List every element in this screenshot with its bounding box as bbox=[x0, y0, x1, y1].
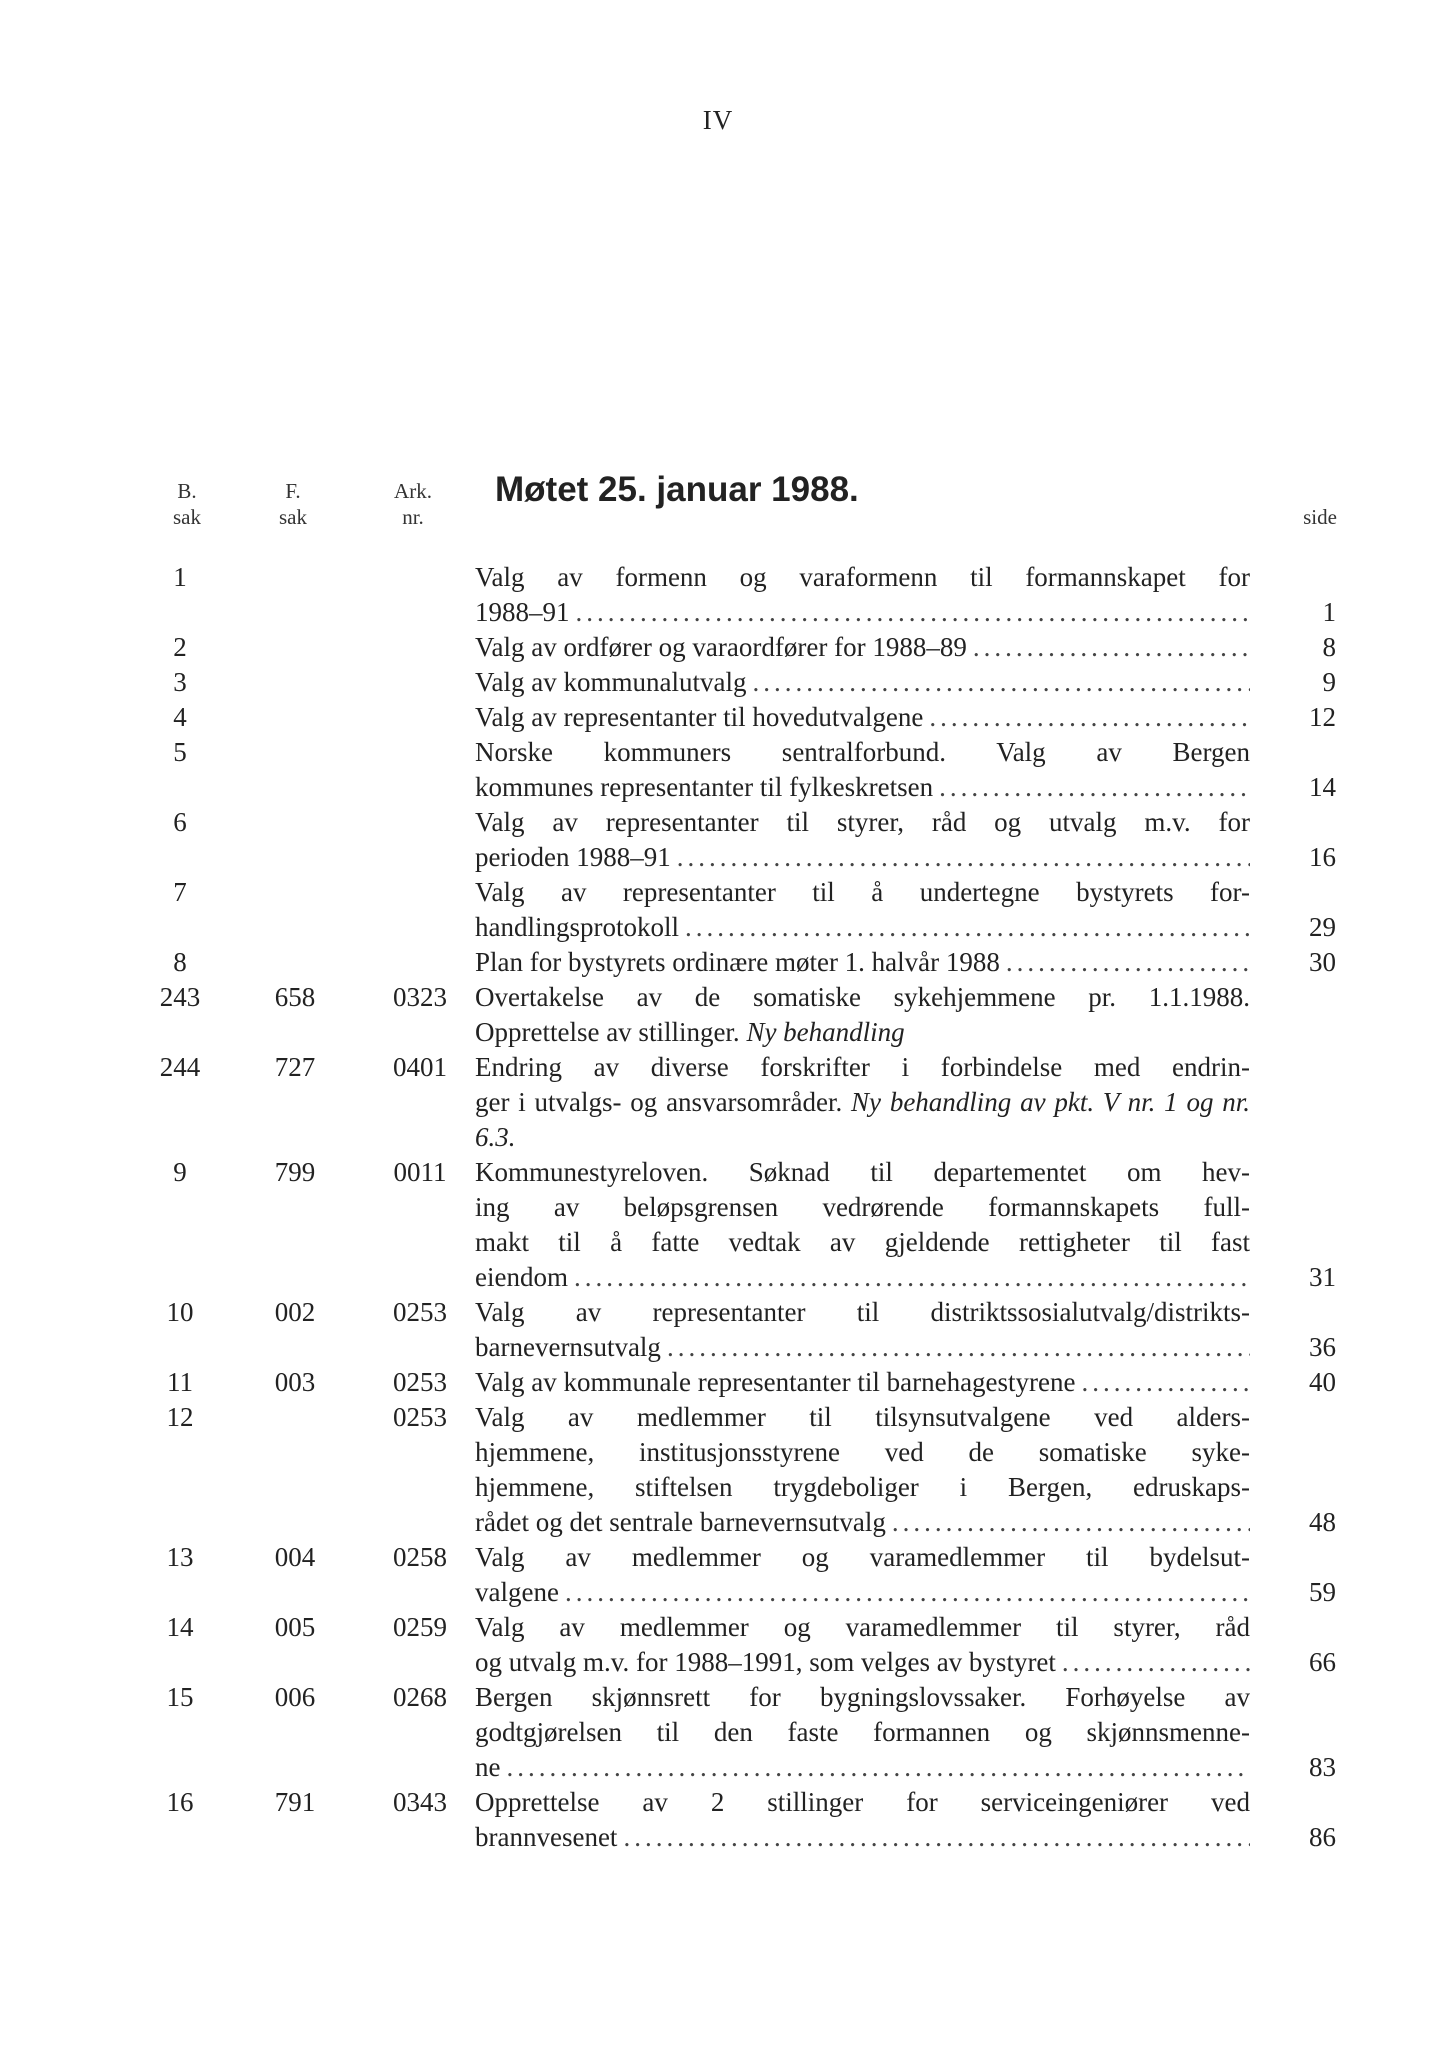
entry-last-line: 1988–91 ..... bbox=[475, 595, 1250, 630]
page-reference: 36 bbox=[1309, 1332, 1336, 1362]
agenda-entry bbox=[0, 560, 1436, 630]
leader-dots bbox=[667, 1330, 1250, 1365]
ark-number: 0253 bbox=[393, 1402, 447, 1432]
entry-last-line: Valg av kommunale representanter til barnehagestyrene ..... bbox=[475, 1365, 1250, 1400]
agenda-entry bbox=[0, 1400, 1436, 1540]
column-header-f-sak: F. sak bbox=[279, 479, 307, 529]
b-sak-number: 12 bbox=[166, 1402, 194, 1432]
agenda-entry bbox=[0, 1785, 1436, 1855]
entry-text bbox=[475, 1050, 1250, 1155]
agenda-entry bbox=[0, 980, 1436, 1050]
page-reference: 29 bbox=[1309, 912, 1336, 942]
agenda-entry bbox=[0, 1610, 1436, 1680]
entry-last-line: Valg av kommunalutvalg ..... bbox=[475, 665, 1250, 700]
agenda-entry bbox=[0, 1365, 1436, 1400]
page-reference: 66 bbox=[1309, 1647, 1336, 1677]
f-sak-number: 791 bbox=[274, 1787, 316, 1817]
ark-number: 0268 bbox=[393, 1682, 447, 1712]
entry-line: makt til å fatte vedtak av gjeldende rettigheter til fast bbox=[475, 1227, 1250, 1257]
entry-text bbox=[475, 630, 1250, 665]
entry-line: Valg av medlemmer og varamedlemmer til styrer, råd bbox=[475, 1612, 1250, 1642]
page-reference: 40 bbox=[1309, 1367, 1336, 1397]
page-reference: 59 bbox=[1309, 1577, 1336, 1607]
column-header-b-sak: B. sak bbox=[173, 479, 201, 529]
entry-last-line: brannvesenet ..... bbox=[475, 1820, 1250, 1855]
entry-line: hjemmene, institusjonsstyrene ved de somatiske syke- bbox=[475, 1437, 1250, 1467]
entry-last-line: handlingsprotokoll ..... bbox=[475, 910, 1250, 945]
entry-line: Opprettelse av 2 stillinger for serviceingeniører ved bbox=[475, 1787, 1250, 1817]
b-sak-number: 7 bbox=[173, 877, 187, 907]
b-sak-number: 3 bbox=[173, 667, 187, 697]
agenda-entry bbox=[0, 665, 1436, 700]
b-sak-number: 244 bbox=[159, 1052, 201, 1082]
leader-dots bbox=[623, 1820, 1250, 1855]
page-reference: 14 bbox=[1309, 772, 1336, 802]
entry-text bbox=[475, 1540, 1250, 1610]
leader-dots bbox=[574, 1260, 1250, 1295]
entry-line: Norske kommuners sentralforbund. Valg av Bergen bbox=[475, 737, 1250, 767]
entry-last-line: Opprettelse av stillinger. Ny behandling bbox=[475, 1017, 905, 1047]
agenda-entry bbox=[0, 1540, 1436, 1610]
agenda-entry bbox=[0, 805, 1436, 875]
entry-note: Ny behandling bbox=[746, 1017, 905, 1047]
ark-number: 0401 bbox=[393, 1052, 447, 1082]
entry-last-line: Valg av ordfører og varaordfører for 1988–89 ..... bbox=[475, 630, 1250, 665]
entry-last-line: ger i utvalgs- og ansvarsområder. Ny behandling av pkt. V nr. 1 og nr. 6.3. bbox=[475, 1087, 1251, 1152]
entry-last-line: valgene ..... bbox=[475, 1575, 1250, 1610]
agenda-entry bbox=[0, 945, 1436, 980]
f-sak-number: 005 bbox=[274, 1612, 316, 1642]
leader-dots bbox=[1006, 945, 1250, 980]
column-header-side: side bbox=[1303, 505, 1337, 529]
entry-line: hjemmene, stiftelsen trygdeboliger i Bergen, edruskaps- bbox=[475, 1472, 1250, 1502]
page-reference: 83 bbox=[1309, 1752, 1336, 1782]
leader-dots bbox=[752, 665, 1250, 700]
column-header-ark-nr: Ark. nr. bbox=[394, 479, 432, 529]
f-sak-number: 002 bbox=[274, 1297, 316, 1327]
leader-dots bbox=[677, 840, 1250, 875]
b-sak-number: 13 bbox=[166, 1542, 194, 1572]
page-reference: 48 bbox=[1309, 1507, 1336, 1537]
leader-dots bbox=[892, 1505, 1250, 1540]
leader-dots bbox=[1082, 1365, 1251, 1400]
f-sak-number: 004 bbox=[274, 1542, 316, 1572]
b-sak-number: 4 bbox=[173, 702, 187, 732]
ark-number: 0343 bbox=[393, 1787, 447, 1817]
page-reference: 86 bbox=[1309, 1822, 1336, 1852]
entry-line: Valg av medlemmer til tilsynsutvalgene ved alders- bbox=[475, 1402, 1250, 1432]
entry-text bbox=[475, 945, 1250, 980]
entry-text bbox=[475, 735, 1250, 805]
entry-text bbox=[475, 1610, 1250, 1680]
entry-text bbox=[475, 1295, 1250, 1365]
b-sak-number: 6 bbox=[173, 807, 187, 837]
f-sak-number: 003 bbox=[274, 1367, 316, 1397]
b-sak-number: 9 bbox=[173, 1157, 187, 1187]
agenda-list bbox=[0, 560, 1436, 1855]
page-reference: 1 bbox=[1322, 597, 1336, 627]
leader-dots bbox=[929, 700, 1250, 735]
entry-line: Valg av medlemmer og varamedlemmer til bydelsut- bbox=[475, 1542, 1250, 1572]
entry-last-line: barnevernsutvalg ..... bbox=[475, 1330, 1250, 1365]
entry-text bbox=[475, 700, 1250, 735]
page-reference: 12 bbox=[1309, 702, 1336, 732]
b-sak-number: 10 bbox=[166, 1297, 194, 1327]
meeting-title: Møtet 25. januar 1988. bbox=[495, 470, 859, 509]
ark-number: 0253 bbox=[393, 1367, 447, 1397]
f-sak-number: 799 bbox=[274, 1157, 316, 1187]
f-sak-number: 658 bbox=[274, 982, 316, 1012]
entry-line: Valg av formenn og varaformenn til formannskapet for bbox=[475, 562, 1250, 592]
entry-last-line: kommunes representanter til fylkeskretsen ..... bbox=[475, 770, 1250, 805]
entry-text bbox=[475, 805, 1250, 875]
b-sak-number: 243 bbox=[159, 982, 201, 1012]
entry-line: godtgjørelsen til den faste formannen og skjønnsmenne- bbox=[475, 1717, 1250, 1747]
b-sak-number: 11 bbox=[167, 1367, 193, 1397]
entry-last-line: perioden 1988–91 ..... bbox=[475, 840, 1250, 875]
b-sak-number: 16 bbox=[166, 1787, 194, 1817]
agenda-entry bbox=[0, 700, 1436, 735]
entry-text bbox=[475, 980, 1250, 1050]
entry-text bbox=[475, 1680, 1250, 1785]
leader-dots bbox=[1062, 1645, 1250, 1680]
agenda-entry bbox=[0, 1295, 1436, 1365]
page-reference: 16 bbox=[1309, 842, 1336, 872]
ark-number: 0259 bbox=[393, 1612, 447, 1642]
leader-dots bbox=[685, 910, 1250, 945]
entry-note: Ny behandling av pkt. V nr. 1 og nr. 6.3. bbox=[475, 1087, 1251, 1152]
ark-number: 0258 bbox=[393, 1542, 447, 1572]
leader-dots bbox=[565, 1575, 1250, 1610]
agenda-entry bbox=[0, 1155, 1436, 1295]
leader-dots bbox=[973, 630, 1250, 665]
leader-dots bbox=[576, 595, 1251, 630]
agenda-entry bbox=[0, 1050, 1436, 1155]
entry-text bbox=[475, 1365, 1250, 1400]
entry-text bbox=[475, 1155, 1250, 1295]
entry-last-line: og utvalg m.v. for 1988–1991, som velges av bystyret ..... bbox=[475, 1645, 1250, 1680]
f-sak-number: 006 bbox=[274, 1682, 316, 1712]
entry-line: ing av beløpsgrensen vedrørende formannskapets full- bbox=[475, 1192, 1250, 1222]
entry-line: Kommunestyreloven. Søknad til departementet om hev- bbox=[475, 1157, 1250, 1187]
agenda-entry bbox=[0, 735, 1436, 805]
entry-text bbox=[475, 1400, 1250, 1540]
agenda-entry bbox=[0, 1680, 1436, 1785]
page-reference: 31 bbox=[1309, 1262, 1336, 1292]
entry-last-line: ne ..... bbox=[475, 1750, 1250, 1785]
ark-number: 0323 bbox=[393, 982, 447, 1012]
f-sak-number: 727 bbox=[274, 1052, 316, 1082]
leader-dots bbox=[939, 770, 1250, 805]
entry-line: Overtakelse av de somatiske sykehjemmene pr. 1.1.1988. bbox=[475, 982, 1250, 1012]
b-sak-number: 8 bbox=[173, 947, 187, 977]
entry-line: Bergen skjønnsrett for bygningslovssaker. Forhøyelse av bbox=[475, 1682, 1250, 1712]
entry-line: Valg av representanter til distriktssosialutvalg/distrikts- bbox=[475, 1297, 1250, 1327]
entry-last-line: Plan for bystyrets ordinære møter 1. halvår 1988 ..... bbox=[475, 945, 1250, 980]
b-sak-number: 1 bbox=[173, 562, 187, 592]
entry-text bbox=[475, 665, 1250, 700]
entry-last-line: eiendom ..... bbox=[475, 1260, 1250, 1295]
b-sak-number: 15 bbox=[166, 1682, 194, 1712]
entry-last-line: Valg av representanter til hovedutvalgene ..... bbox=[475, 700, 1250, 735]
ark-number: 0253 bbox=[393, 1297, 447, 1327]
page-reference: 9 bbox=[1322, 667, 1336, 697]
page-reference: 8 bbox=[1322, 632, 1336, 662]
agenda-entry bbox=[0, 875, 1436, 945]
b-sak-number: 5 bbox=[173, 737, 187, 767]
b-sak-number: 14 bbox=[166, 1612, 194, 1642]
entry-text bbox=[475, 875, 1250, 945]
entry-line: Valg av representanter til å undertegne bystyrets for- bbox=[475, 877, 1250, 907]
entry-last-line: rådet og det sentrale barnevernsutvalg ..... bbox=[475, 1505, 1250, 1540]
page-reference: 30 bbox=[1309, 947, 1336, 977]
leader-dots bbox=[506, 1750, 1250, 1785]
b-sak-number: 2 bbox=[173, 632, 187, 662]
ark-number: 0011 bbox=[393, 1157, 447, 1187]
entry-line: Endring av diverse forskrifter i forbindelse med endrin- bbox=[475, 1052, 1250, 1082]
page-number: IV bbox=[702, 105, 734, 135]
entry-text bbox=[475, 560, 1250, 630]
agenda-entry bbox=[0, 630, 1436, 665]
entry-text bbox=[475, 1785, 1250, 1855]
entry-line: Valg av representanter til styrer, råd og utvalg m.v. for bbox=[475, 807, 1250, 837]
